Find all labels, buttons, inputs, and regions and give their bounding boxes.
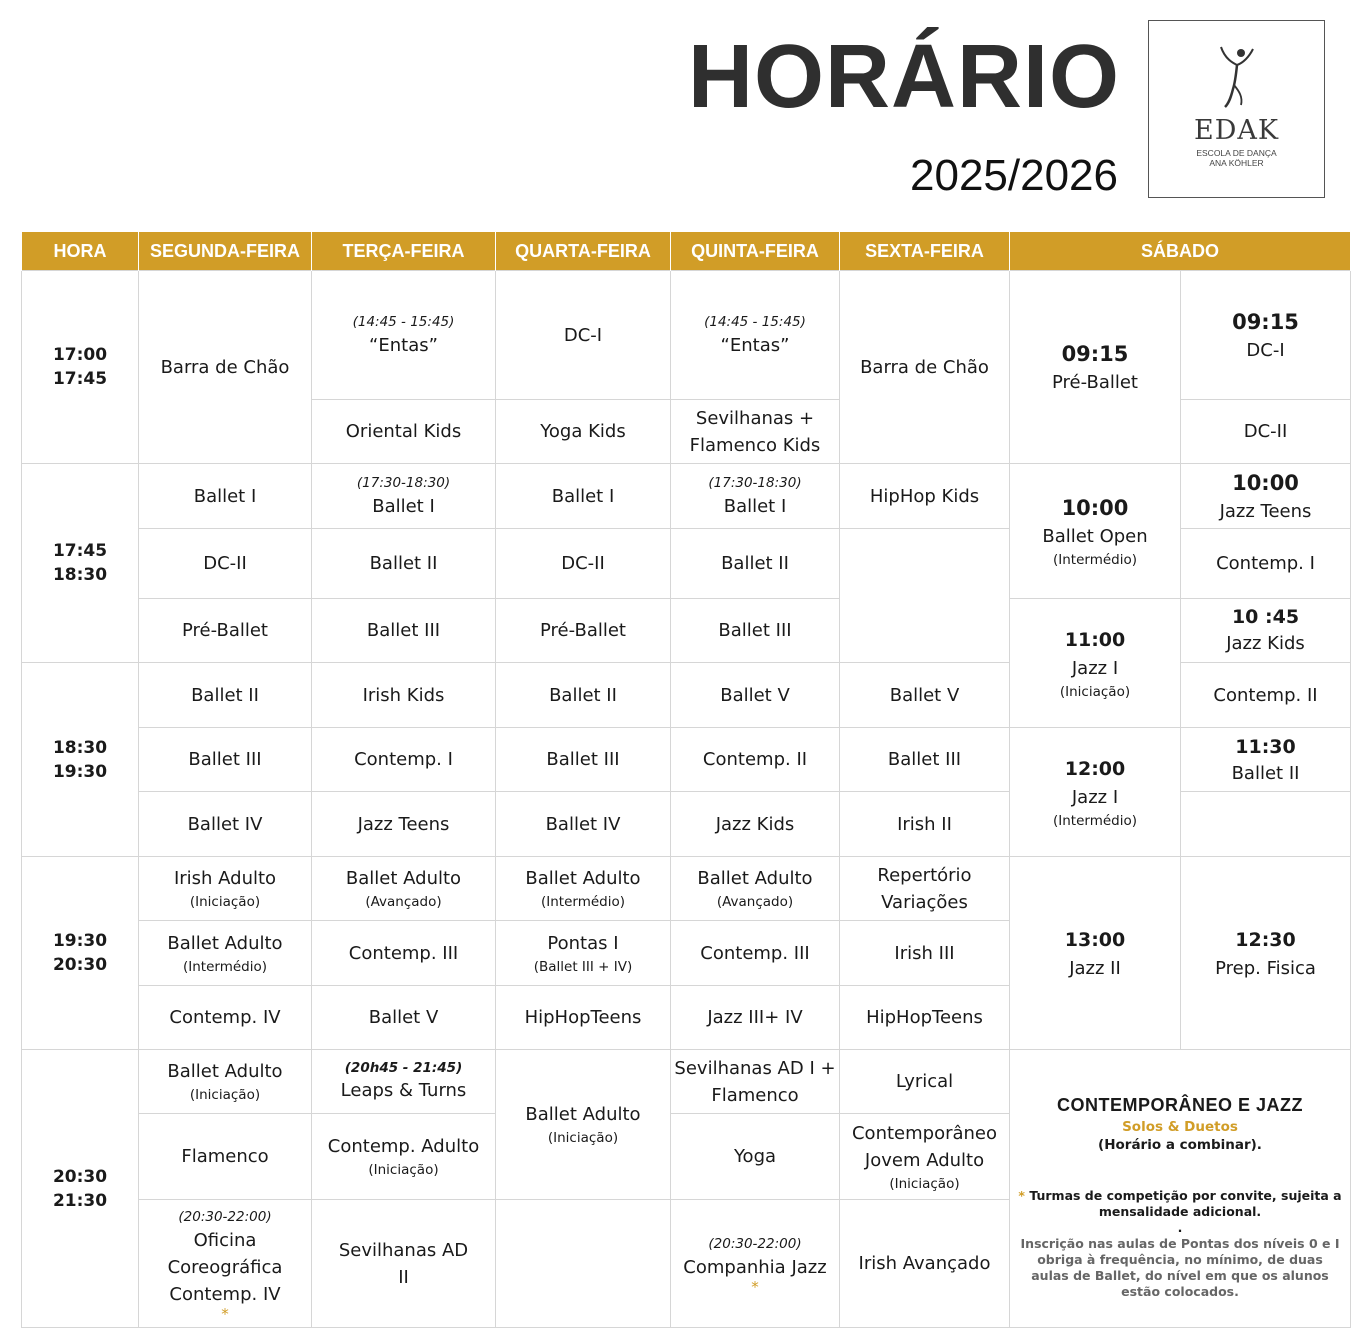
class-cell: DC-II <box>1181 400 1351 464</box>
class-cell: Ballet Adulto (Intermédio) <box>496 857 671 921</box>
col-sabado: SÁBADO <box>1010 232 1351 271</box>
logo-subtitle: ESCOLA DE DANÇA <box>1196 148 1277 158</box>
class-cell: Pré-Ballet <box>496 599 671 663</box>
class-cell: Ballet II <box>312 529 496 599</box>
class-cell: 12:00 Jazz I (Intermédio) <box>1010 728 1181 857</box>
class-cell: Ballet V <box>312 986 496 1050</box>
class-cell: DC-I <box>496 271 671 400</box>
class-cell: Jazz Teens <box>312 792 496 857</box>
notes-title: CONTEMPORÂNEO E JAZZ <box>1057 1095 1304 1115</box>
class-cell: 10 :45 Jazz Kids <box>1181 599 1351 663</box>
class-cell: Irish II <box>840 792 1010 857</box>
class-cell: Yoga Kids <box>496 400 671 464</box>
table-row <box>22 728 1351 792</box>
class-cell: Sevilhanas AD II <box>312 1200 496 1328</box>
class-cell: Oriental Kids <box>312 400 496 464</box>
col-quarta: QUARTA-FEIRA <box>496 232 671 271</box>
class-cell: Ballet III <box>139 728 312 792</box>
class-cell: Jazz III+ IV <box>671 986 840 1050</box>
empty-cell <box>1181 792 1351 857</box>
col-hora: HORA <box>22 232 139 271</box>
notes-panel <box>1010 1050 1351 1328</box>
class-cell: Ballet Adulto (Avançado) <box>671 857 840 921</box>
class-cell: Barra de Chão <box>840 271 1010 464</box>
table-row <box>22 1050 1351 1114</box>
class-cell: DC-II <box>496 529 671 599</box>
schedule-table <box>21 232 1351 1328</box>
table-row <box>22 271 1351 400</box>
dancer-icon <box>1213 45 1259 109</box>
notes-schedule: (Horário a combinar). <box>1098 1137 1262 1153</box>
table-row <box>22 464 1351 529</box>
page-title: HORÁRIO <box>688 27 1120 127</box>
class-cell: HipHop Kids <box>840 464 1010 529</box>
class-cell: 12:30 Prep. Fisica <box>1181 857 1351 1050</box>
class-cell: Contemp. I <box>1181 529 1351 599</box>
class-cell: Jazz Kids <box>671 792 840 857</box>
class-cell: Irish III <box>840 921 1010 986</box>
time-cell: 20:30 21:30 <box>22 1050 139 1328</box>
class-cell: Ballet III <box>496 728 671 792</box>
class-cell: (14:45 - 15:45) “Entas” <box>312 271 496 400</box>
class-cell: Irish Avançado <box>840 1200 1010 1328</box>
class-cell: (17:30-18:30) Ballet I <box>312 464 496 529</box>
school-logo <box>1148 20 1325 198</box>
notes-subtitle: Solos & Duetos <box>1122 1119 1238 1135</box>
class-cell: Pré-Ballet <box>139 599 312 663</box>
class-cell: Contemp. IV <box>139 986 312 1050</box>
class-cell: 09:15 Pré-Ballet <box>1010 271 1181 464</box>
class-cell: Contemp. II <box>1181 663 1351 728</box>
class-cell: Ballet Adulto (Iniciação) <box>496 1050 671 1200</box>
class-cell: Contemp. II <box>671 728 840 792</box>
class-cell: Contemporâneo Jovem Adulto (Iniciação) <box>840 1114 1010 1200</box>
class-cell: Sevilhanas + Flamenco Kids <box>671 400 840 464</box>
class-cell: Ballet II <box>671 529 840 599</box>
class-cell: Ballet I <box>496 464 671 529</box>
class-cell: 11:00 Jazz I (Iniciação) <box>1010 599 1181 728</box>
class-cell: (17:30-18:30) Ballet I <box>671 464 840 529</box>
notes-competition: * Turmas de competição por convite, sujeita a mensalidade adicional. <box>1018 1188 1342 1219</box>
class-cell: Contemp. III <box>312 921 496 986</box>
time-cell: 17:45 18:30 <box>22 464 139 663</box>
class-cell: Ballet IV <box>139 792 312 857</box>
col-sexta: SEXTA-FEIRA <box>840 232 1010 271</box>
notes-dot: . <box>1177 1220 1183 1235</box>
class-cell: Barra de Chão <box>139 271 312 464</box>
time-cell: 18:30 19:30 <box>22 663 139 857</box>
class-cell: Ballet III <box>671 599 840 663</box>
class-cell: Ballet I <box>139 464 312 529</box>
school-year: 2025/2026 <box>910 151 1118 200</box>
class-cell: 11:30 Ballet II <box>1181 728 1351 792</box>
class-cell: Ballet Adulto (Iniciação) <box>139 1050 312 1114</box>
class-cell: Irish Adulto (Iniciação) <box>139 857 312 921</box>
class-cell: 09:15 DC-I <box>1181 271 1351 400</box>
class-cell: 10:00 Jazz Teens <box>1181 464 1351 529</box>
class-cell: Sevilhanas AD I + Flamenco <box>671 1050 840 1114</box>
class-cell: Ballet Adulto (Avançado) <box>312 857 496 921</box>
class-cell: Repertório Variações <box>840 857 1010 921</box>
class-cell: Flamenco <box>139 1114 312 1200</box>
table-row <box>22 599 1351 663</box>
logo-subtitle: ANA KÖHLER <box>1209 158 1264 168</box>
class-cell: Ballet III <box>840 728 1010 792</box>
class-cell: Ballet II <box>139 663 312 728</box>
class-cell: (20:30-22:00) Companhia Jazz * <box>671 1200 840 1328</box>
table-row <box>22 857 1351 921</box>
notes-pontas: Inscrição nas aulas de Pontas dos níveis 0 e I obriga à frequência, no mínimo, de duas aulas de Ballet, do nível em que os alunos estão colocados. <box>1020 1236 1340 1299</box>
class-cell: Ballet V <box>671 663 840 728</box>
class-cell: Contemp. Adulto (Iniciação) <box>312 1114 496 1200</box>
empty-cell <box>496 1200 671 1328</box>
logo-name: EDAK <box>1193 115 1280 146</box>
class-cell: Contemp. III <box>671 921 840 986</box>
col-segunda: SEGUNDA-FEIRA <box>139 232 312 271</box>
class-cell: 10:00 Ballet Open (Intermédio) <box>1010 464 1181 599</box>
col-terca: TERÇA-FEIRA <box>312 232 496 271</box>
class-cell: Yoga <box>671 1114 840 1200</box>
class-cell: HipHopTeens <box>840 986 1010 1050</box>
time-cell: 17:00 17:45 <box>22 271 139 464</box>
class-cell: Pontas I (Ballet III + IV) <box>496 921 671 986</box>
class-cell: (20h45 - 21:45) Leaps & Turns <box>312 1050 496 1114</box>
class-cell: Ballet Adulto (Intermédio) <box>139 921 312 986</box>
class-cell: DC-II <box>139 529 312 599</box>
class-cell: HipHopTeens <box>496 986 671 1050</box>
class-cell: Irish Kids <box>312 663 496 728</box>
class-cell: Lyrical <box>840 1050 1010 1114</box>
col-quinta: QUINTA-FEIRA <box>671 232 840 271</box>
class-cell: Ballet V <box>840 663 1010 728</box>
class-cell: Contemp. I <box>312 728 496 792</box>
class-cell: Ballet IV <box>496 792 671 857</box>
class-cell: Ballet II <box>496 663 671 728</box>
class-cell: (20:30-22:00) Oficina Coreográfica Contemp. IV * <box>139 1200 312 1328</box>
time-cell: 19:30 20:30 <box>22 857 139 1050</box>
class-cell: Ballet III <box>312 599 496 663</box>
header-row <box>22 232 1351 271</box>
class-cell: (14:45 - 15:45) “Entas” <box>671 271 840 400</box>
class-cell: 13:00 Jazz II <box>1010 857 1181 1050</box>
empty-cell <box>840 529 1010 663</box>
